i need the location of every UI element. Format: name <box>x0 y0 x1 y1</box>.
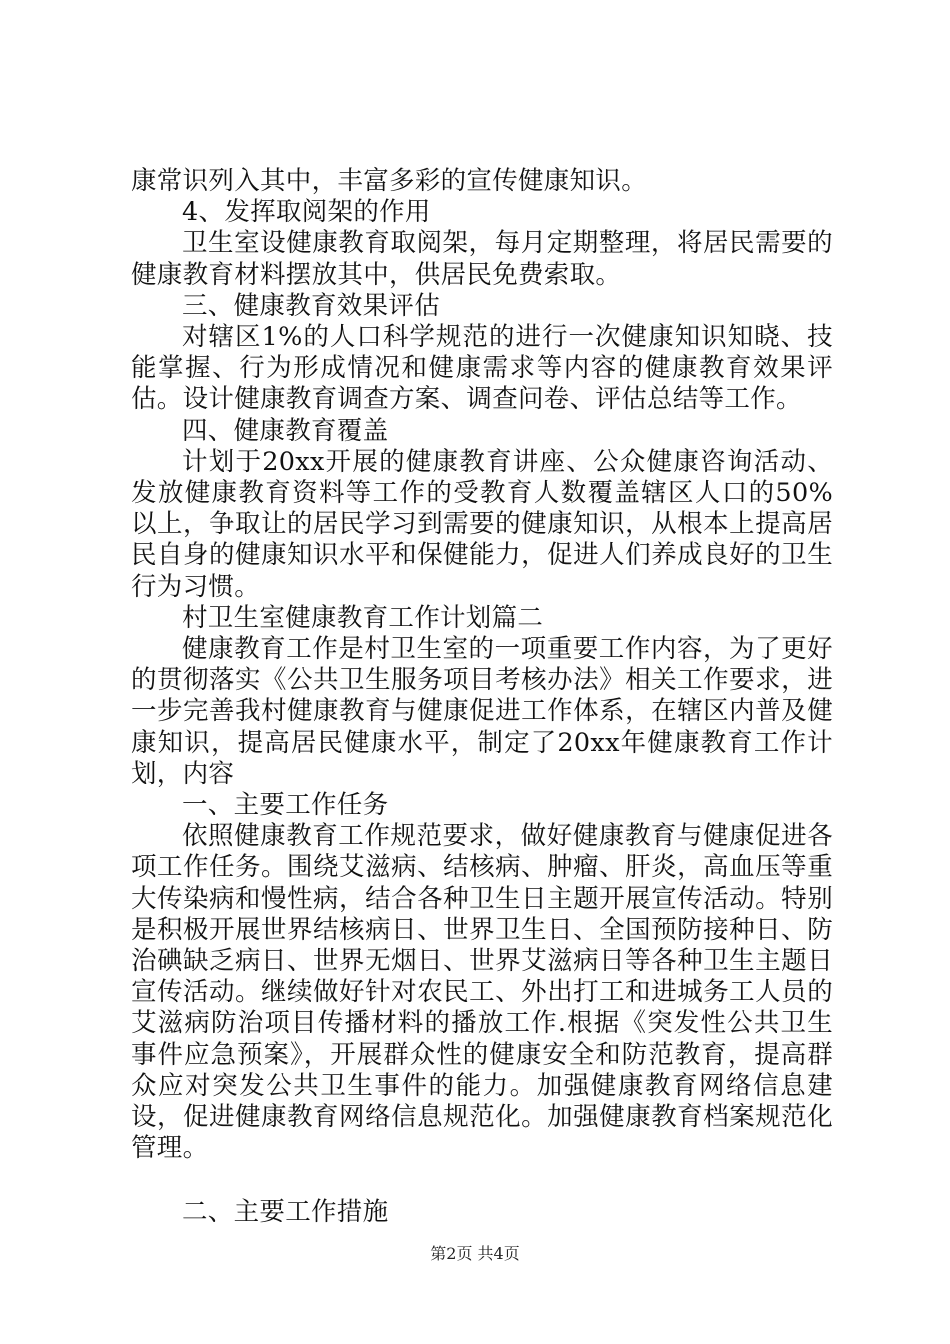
section-title-part-two: 村卫生室健康教育工作计划篇二 <box>182 602 544 633</box>
document-body <box>131 166 833 1228</box>
subheading-reading-rack: 4、发挥取阅架的作用 <box>182 197 431 228</box>
page-footer <box>0 1244 950 1264</box>
heading-coverage: 四、健康教育覆盖 <box>182 415 389 446</box>
page-number-indicator: 第2页 共4页 <box>430 1244 520 1263</box>
paragraph-continuation: 康常识列入其中，丰富多彩的宣传健康知识。 <box>131 166 648 196</box>
paragraph-coverage: 计划于20xx开展的健康教育讲座、公众健康咨询活动、发放健康教育资料等工作的受教育人数覆盖辖区人口的50%以上，争取让的居民学习到需要的健康知识，从根本上提高居民自身的健康知识水平和保健能力，促进人们养成良好的卫生行为习惯。 <box>131 446 833 602</box>
heading-evaluation: 三、健康教育效果评估 <box>182 290 441 321</box>
paragraph-reading-rack: 卫生室设健康教育取阅架，每月定期整理，将居民需要的健康教育材料摆放其中，供居民免费索取。 <box>131 228 833 290</box>
paragraph-evaluation: 对辖区1%的人口科学规范的进行一次健康知识知晓、技能掌握、行为形成情况和健康需求等内容的健康教育效果评估。设计健康教育调查方案、调查问卷、评估总结等工作。 <box>131 322 833 415</box>
heading-main-measures: 二、主要工作措施 <box>182 1196 389 1227</box>
heading-main-tasks: 一、主要工作任务 <box>182 790 389 821</box>
paragraph-intro-part-two: 健康教育工作是村卫生室的一项重要工作内容，为了更好的贯彻落实《公共卫生服务项目考核办法》相关工作要求，进一步完善我村健康教育与健康促进工作体系，在辖区内普及健康知识，提高居民健康水平，制定了20xx年健康教育工作计划，内容 <box>131 634 833 789</box>
paragraph-main-tasks: 依照健康教育工作规范要求，做好健康教育与健康促进各项工作任务。围绕艾滋病、结核病、肿瘤、肝炎，高血压等重大传染病和慢性病，结合各种卫生日主题开展宣传活动。特别是积极开展世界结核病日、世界卫生日、全国预防接种日、防治碘缺乏病日、世界无烟日、世界艾滋病日等各种卫生主题日宣传活动。继续做好针对农民工、外出打工和进城务工人员的艾滋病防治项目传播材料的播放工作.根据《突发性公共卫生事件应急预案》，开展群众性的健康安全和防范教育，提高群众应对突发公共卫生事件的能力。加强健康教育网络信息建设，促进健康教育网络信息规范化。加强健康教育档案规范化管理。 <box>131 821 833 1164</box>
